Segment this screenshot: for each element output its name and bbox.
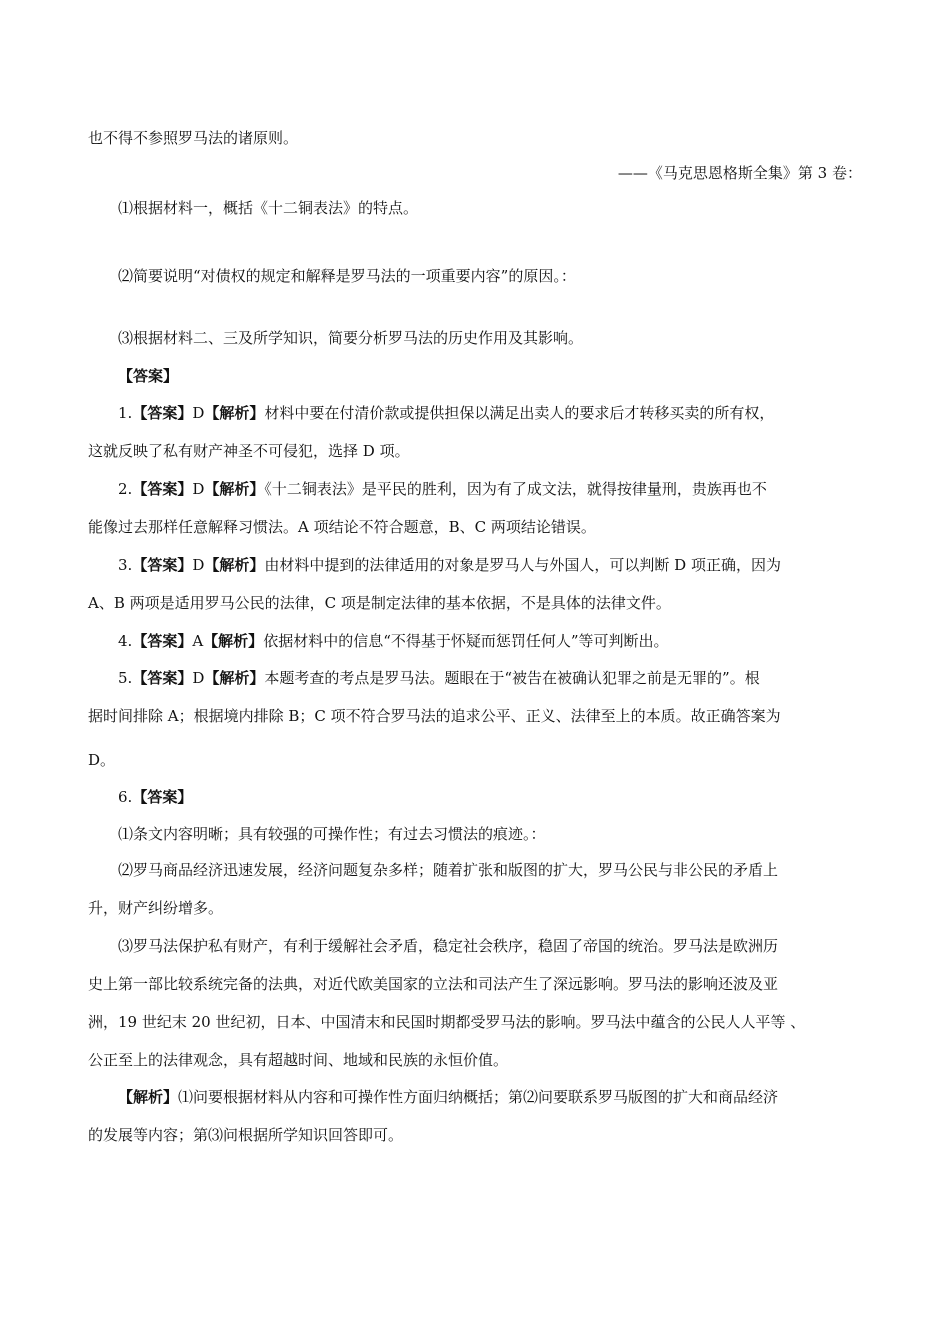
answer-tag: 【答案】 <box>132 788 193 806</box>
answer-choice: D <box>192 669 205 687</box>
analysis-text-cont: 据时间排除 A；根据境内排除 B；C 项不符合罗马法的追求公平、正义、法律至上的本质。故正确答案为 <box>88 707 781 725</box>
answer-number: 6. <box>118 788 133 806</box>
answer-tag: 【答案】 <box>132 404 193 422</box>
analysis-text: 本题考查的考点是罗马法。题眼在于“被告在被确认犯罪之前是无罪的”。根 <box>264 669 760 687</box>
question-1: ⑴根据材料一，概括《十二铜表法》的特点。 <box>118 199 419 217</box>
analysis-text: 由材料中提到的法律适用的对象是罗马人与外国人，可以判断 D 项正确，因为 <box>264 556 781 574</box>
analysis-tag: 【解析】 <box>204 404 265 422</box>
answer-choice: D <box>192 556 205 574</box>
answer-tag: 【答案】 <box>132 556 193 574</box>
analysis-text-cont: A、B 两项是适用罗马公民的法律，C 项是制定法律的基本依据，不是具体的法律文件。 <box>88 594 671 612</box>
q6-answer-3-cont: 洲，19 世纪末 20 世纪初，日本、中国清末和民国时期都受罗马法的影响。罗马法中蕴含的公民人人平等 、 <box>88 1013 806 1031</box>
answer-number: 1. <box>118 404 133 422</box>
question-2: ⑵简要说明“对债权的规定和解释是罗马法的一项重要内容”的原因。： <box>118 267 576 285</box>
answer-number: 5. <box>118 669 133 687</box>
answer-choice: A <box>192 632 204 650</box>
answer-item-4 <box>118 631 669 651</box>
analysis-text-cont: D。 <box>88 751 116 769</box>
answer-item-1 <box>118 403 774 423</box>
analysis-text-cont: 这就反映了私有财产神圣不可侵犯，选择 D 项。 <box>88 442 410 460</box>
analysis-text: 《十二铜表法》是平民的胜利，因为有了成文法，就得按律量刑，贵族再也不 <box>264 480 767 498</box>
analysis-text: 材料中要在付清价款或提供担保以满足出卖人的要求后才转移买卖的所有权， <box>264 404 775 422</box>
analysis-tag: 【解析】 <box>118 1088 179 1106</box>
q6-answer-2: ⑵罗马商品经济迅速发展，经济问题复杂多样；随着扩张和版图的扩大，罗马公民与非公民的矛盾上 <box>118 861 779 879</box>
q6-analysis-cont: 的发展等内容；第⑶问根据所学知识回答即可。 <box>88 1126 404 1144</box>
analysis-text: 依据材料中的信息“不得基于怀疑而惩罚任何人”等可判断出。 <box>263 632 669 650</box>
answer-item-2 <box>118 479 767 499</box>
analysis-text-cont: 能像过去那样任意解释习惯法。A 项结论不符合题意，B、C 两项结论错误。 <box>88 518 596 536</box>
q6-analysis <box>118 1087 778 1107</box>
analysis-tag: 【解析】 <box>204 556 265 574</box>
answer-number: 3. <box>118 556 133 574</box>
q6-answer-3: ⑶罗马法保护私有财产，有利于缓解社会矛盾，稳定社会秩序，稳固了帝国的统治。罗马法是欧洲历 <box>118 937 779 955</box>
answer-item-5 <box>118 668 760 688</box>
answer-item-6 <box>118 787 192 807</box>
q6-answer-1: ⑴条文内容明晰；具有较强的可操作性；有过去习惯法的痕迹。： <box>118 825 546 843</box>
question-3: ⑶根据材料二、三及所学知识，简要分析罗马法的历史作用及其影响。 <box>118 329 584 347</box>
answer-choice: D <box>192 404 205 422</box>
analysis-tag: 【解析】 <box>204 480 265 498</box>
answer-tag: 【答案】 <box>132 669 193 687</box>
q6-answer-3-cont: 公正至上的法律观念，具有超越时间、地域和民族的永恒价值。 <box>88 1051 509 1069</box>
analysis-text: ⑴问要根据材料从内容和可操作性方面归纳概括；第⑵问要联系罗马版图的扩大和商品经济 <box>178 1088 779 1106</box>
answer-item-3 <box>118 555 781 575</box>
answer-choice: D <box>192 480 205 498</box>
answer-tag: 【答案】 <box>132 632 193 650</box>
analysis-tag: 【解析】 <box>204 669 265 687</box>
answer-number: 4. <box>118 632 133 650</box>
analysis-tag: 【解析】 <box>203 632 264 650</box>
q6-answer-3-cont: 史上第一部比较系统完备的法典，对近代欧美国家的立法和司法产生了深远影响。罗马法的影响还波及亚 <box>88 975 779 993</box>
source-citation: ——《马克思恩格斯全集》第 3 卷： <box>617 164 862 182</box>
q6-answer-2-cont: 升，财产纠纷增多。 <box>88 899 224 917</box>
material-end-text: 也不得不参照罗马法的诸原则。 <box>88 129 299 147</box>
answer-tag: 【答案】 <box>132 480 193 498</box>
answer-heading: 【答案】 <box>118 367 179 385</box>
answer-number: 2. <box>118 480 133 498</box>
